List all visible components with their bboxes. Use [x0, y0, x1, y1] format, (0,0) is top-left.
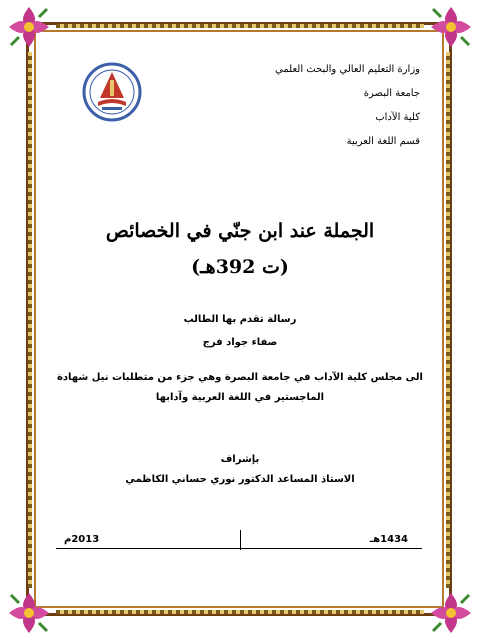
flower-corner-icon [4, 588, 54, 638]
college-name: كلية الآداب [375, 112, 420, 123]
cover-content [48, 44, 432, 592]
ministry-name: وزارة التعليم العالي والبحث العلمي [275, 64, 420, 75]
hijri-date: 1434هـ [369, 534, 408, 545]
student-name: صفاء جواد فرج [202, 337, 278, 348]
university-name: جامعة البصرة [363, 88, 420, 99]
flower-corner-icon [426, 2, 476, 52]
thesis-subtitle: (ت 392هـ) [191, 256, 289, 278]
gregorian-date: 2013م [64, 534, 100, 545]
footer-rule [56, 548, 422, 549]
right-ornament [446, 52, 450, 588]
top-ornament [56, 24, 424, 28]
footer-divider [240, 530, 241, 550]
department-name: قسم اللغة العربية [346, 136, 420, 147]
university-logo-icon [82, 62, 142, 122]
purpose-line-1: الى مجلس كلية الآداب في جامعة البصرة وهي جزء من متطلبات نيل شهادة [57, 372, 423, 383]
flower-corner-icon [426, 588, 476, 638]
supervision-label: بإشراف [220, 454, 260, 465]
purpose-line-2: الماجستير في اللغة العربية وآدابها [155, 392, 325, 403]
institution-header [275, 58, 420, 154]
supervisor-name: الاستاذ المساعد الدكتور نوري حساني الكاظمي [125, 474, 355, 485]
left-ornament [28, 52, 32, 588]
bottom-ornament [56, 610, 424, 614]
flower-corner-icon [4, 2, 54, 52]
submitted-by-label: رسالة تقدم بها الطالب [183, 314, 297, 325]
thesis-title: الجملة عند ابن جنّي في الخصائص [105, 220, 375, 242]
